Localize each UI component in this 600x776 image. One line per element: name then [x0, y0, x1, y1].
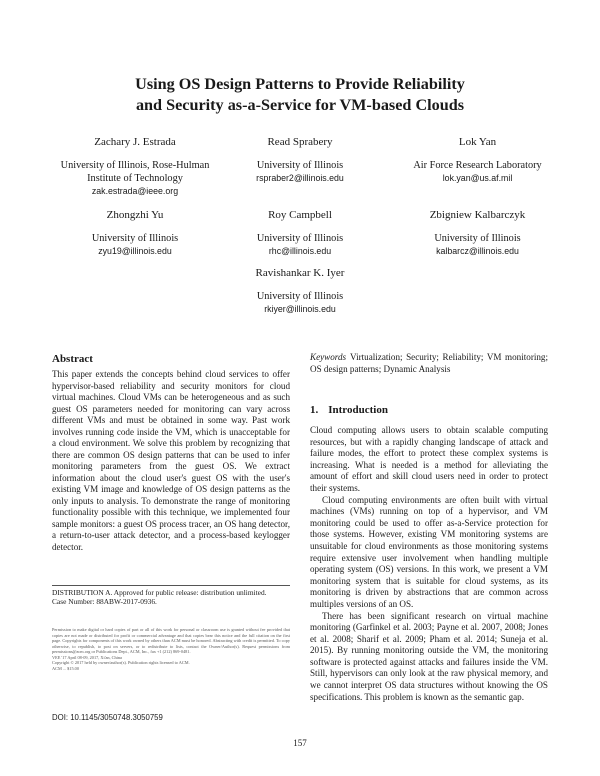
introduction-heading	[310, 403, 548, 417]
author-block-sprabery	[220, 136, 380, 185]
author-email: zyu19@illinois.edu	[98, 246, 172, 256]
author-affiliation: University of Illinois	[91, 233, 179, 244]
section-number: 1.	[310, 404, 319, 416]
acm-line: ACM ... $15.00	[52, 665, 79, 671]
abstract-section	[52, 352, 290, 553]
keywords-text: Virtualization; Security; Reliability; VM monitoring; OS design patterns; Dynamic Analysis	[310, 352, 548, 374]
author-block-iyer	[210, 267, 390, 316]
distribution-statement	[52, 585, 290, 607]
author-name: Read Sprabery	[267, 136, 333, 148]
author-email: rkiyer@illinois.edu	[264, 304, 336, 314]
author-block-kalbarczyk	[390, 209, 565, 258]
author-affiliation: University of Illinois, Rose-Hulman	[60, 160, 210, 171]
distribution-line: DISTRIBUTION A. Approved for public release: distribution unlimited.	[52, 588, 267, 597]
author-email: rspraber2@illinois.edu	[256, 173, 344, 183]
author-affiliation: University of Illinois	[256, 291, 344, 302]
author-affiliation: Air Force Research Laboratory	[413, 160, 542, 171]
abstract-text: This paper extends the concepts behind cloud services to offer hypervisor-based reliability and security monitors for cloud virtual machines. Cloud VMs can be heterogeneous and as such guest OS parameters needed for monitoring can vary across different VMs and must be obtained in some way. Past work involves running code inside the VM, which is unacceptable for a cloud environment. We solve this problem by recognizing that there are common OS design patterns that can be used to infer monitoring parameters from the guest OS. We extract information about the cloud user's guest OS with the user's existing VM image and knowledge of OS design patterns as the only inputs to analysis. To demonstrate the range of monitoring functionality possible with this technique, we implemented four sample monitors: a guest OS process tracer, an OS hang detector, a return-to-user attack detector, and a process-based keylogger detector.	[52, 369, 290, 552]
author-email: zak.estrada@ieee.org	[91, 186, 179, 196]
title-line-2: and Security as-a-Service for VM-based Clouds	[135, 96, 465, 114]
intro-paragraph-2: Cloud computing environments are often built with virtual machines (VMs) running on top of a hypervisor, and VM monitoring could be used to offer as-a-Service protection for those systems. However, existing VM monitoring systems are unsuitable for cloud environments as those monitoring systems require extensive user involvement when handling multiple operating system (OS) versions. In this work, we present a VM monitoring system that is suitable for cloud systems, as its monitoring is driven by abstractions that are common across multiples versions of an OS.	[310, 494, 548, 609]
keywords	[310, 352, 548, 375]
doi: DOI: 10.1145/3050748.3050759	[52, 713, 163, 722]
paper-title	[60, 74, 540, 116]
author-name: Roy Campbell	[268, 209, 332, 221]
author-email: lok.yan@us.af.mil	[442, 173, 513, 183]
intro-paragraph-1: Cloud computing allows users to obtain scalable computing resources, but with a rapidly changing landscape of attack and failure modes, the effort to protect these complex systems is increasing. What is needed is a method for alleviating the amount of effort and skill cloud users need in order to protect their systems.	[310, 425, 548, 493]
permission-text: Permission to make digital or hard copies of part or all of this work for personal or classroom use is granted without fee provided that copies are not made or distributed for profit or commercial advantage and that copies bear this notice and the full citation on the first page. Copyrights for components of this work owned by others than ACM must be honored. Abstracting with credit is permitted. To copy otherwise, to republish, to post on servers, or to redistribute to lists, contact the Owner/Author(s). Request permissions from permissions@acm.org or Publications Dept., ACM, Inc., fax +1 (212) 869-0481.	[52, 627, 290, 654]
author-affiliation: Institute of Technology	[87, 173, 183, 184]
author-block-yan	[390, 136, 565, 185]
right-column	[310, 352, 548, 703]
author-name: Ravishankar K. Iyer	[255, 267, 345, 279]
venue-line: VEE '17 April 08-09, 2017, Xi'an, China	[52, 654, 122, 660]
author-block-estrada	[50, 136, 220, 198]
permission-notice	[52, 627, 290, 671]
author-affiliation: University of Illinois	[256, 233, 344, 244]
case-number: Case Number: 88ABW-2017-0936.	[52, 597, 157, 607]
copyright-line: Copyright © 2017 held by owner/author(s). Publication rights licensed to ACM.	[52, 660, 190, 665]
author-affiliation: University of Illinois	[434, 233, 521, 244]
keywords-label: Keywords	[310, 352, 347, 362]
page-number: 157	[293, 738, 307, 748]
title-line-1: Using OS Design Patterns to Provide Reliability	[135, 75, 465, 93]
author-affiliation: University of Illinois	[256, 160, 344, 171]
author-email: kalbarcz@illinois.edu	[436, 246, 519, 256]
intro-paragraph-3: There has been significant research on virtual machine monitoring (Garfinkel et al. 2003; Payne et al. 2007, 2008; Jones et al. 2008; Sharif et al. 2009; Pham et al. 2014; Suneja et al. 2015). By running monitoring outside the VM, the monitoring software is protected against attacks and failures inside the VM. Still, hypervisors can only look at the raw physical memory, and we cannot interpret OS data structures without knowing the OS specifications. This problem is known as the semantic gap.	[310, 610, 548, 702]
section-title: Introduction	[328, 404, 388, 416]
abstract-heading: Abstract	[52, 353, 93, 365]
author-name: Zachary J. Estrada	[94, 136, 176, 148]
author-block-yu	[50, 209, 220, 258]
author-name: Lok Yan	[458, 136, 497, 148]
author-email: rhc@illinois.edu	[268, 246, 332, 256]
author-block-campbell	[220, 209, 380, 258]
author-name: Zbigniew Kalbarczyk	[429, 209, 526, 221]
author-name: Zhongzhi Yu	[106, 209, 164, 221]
